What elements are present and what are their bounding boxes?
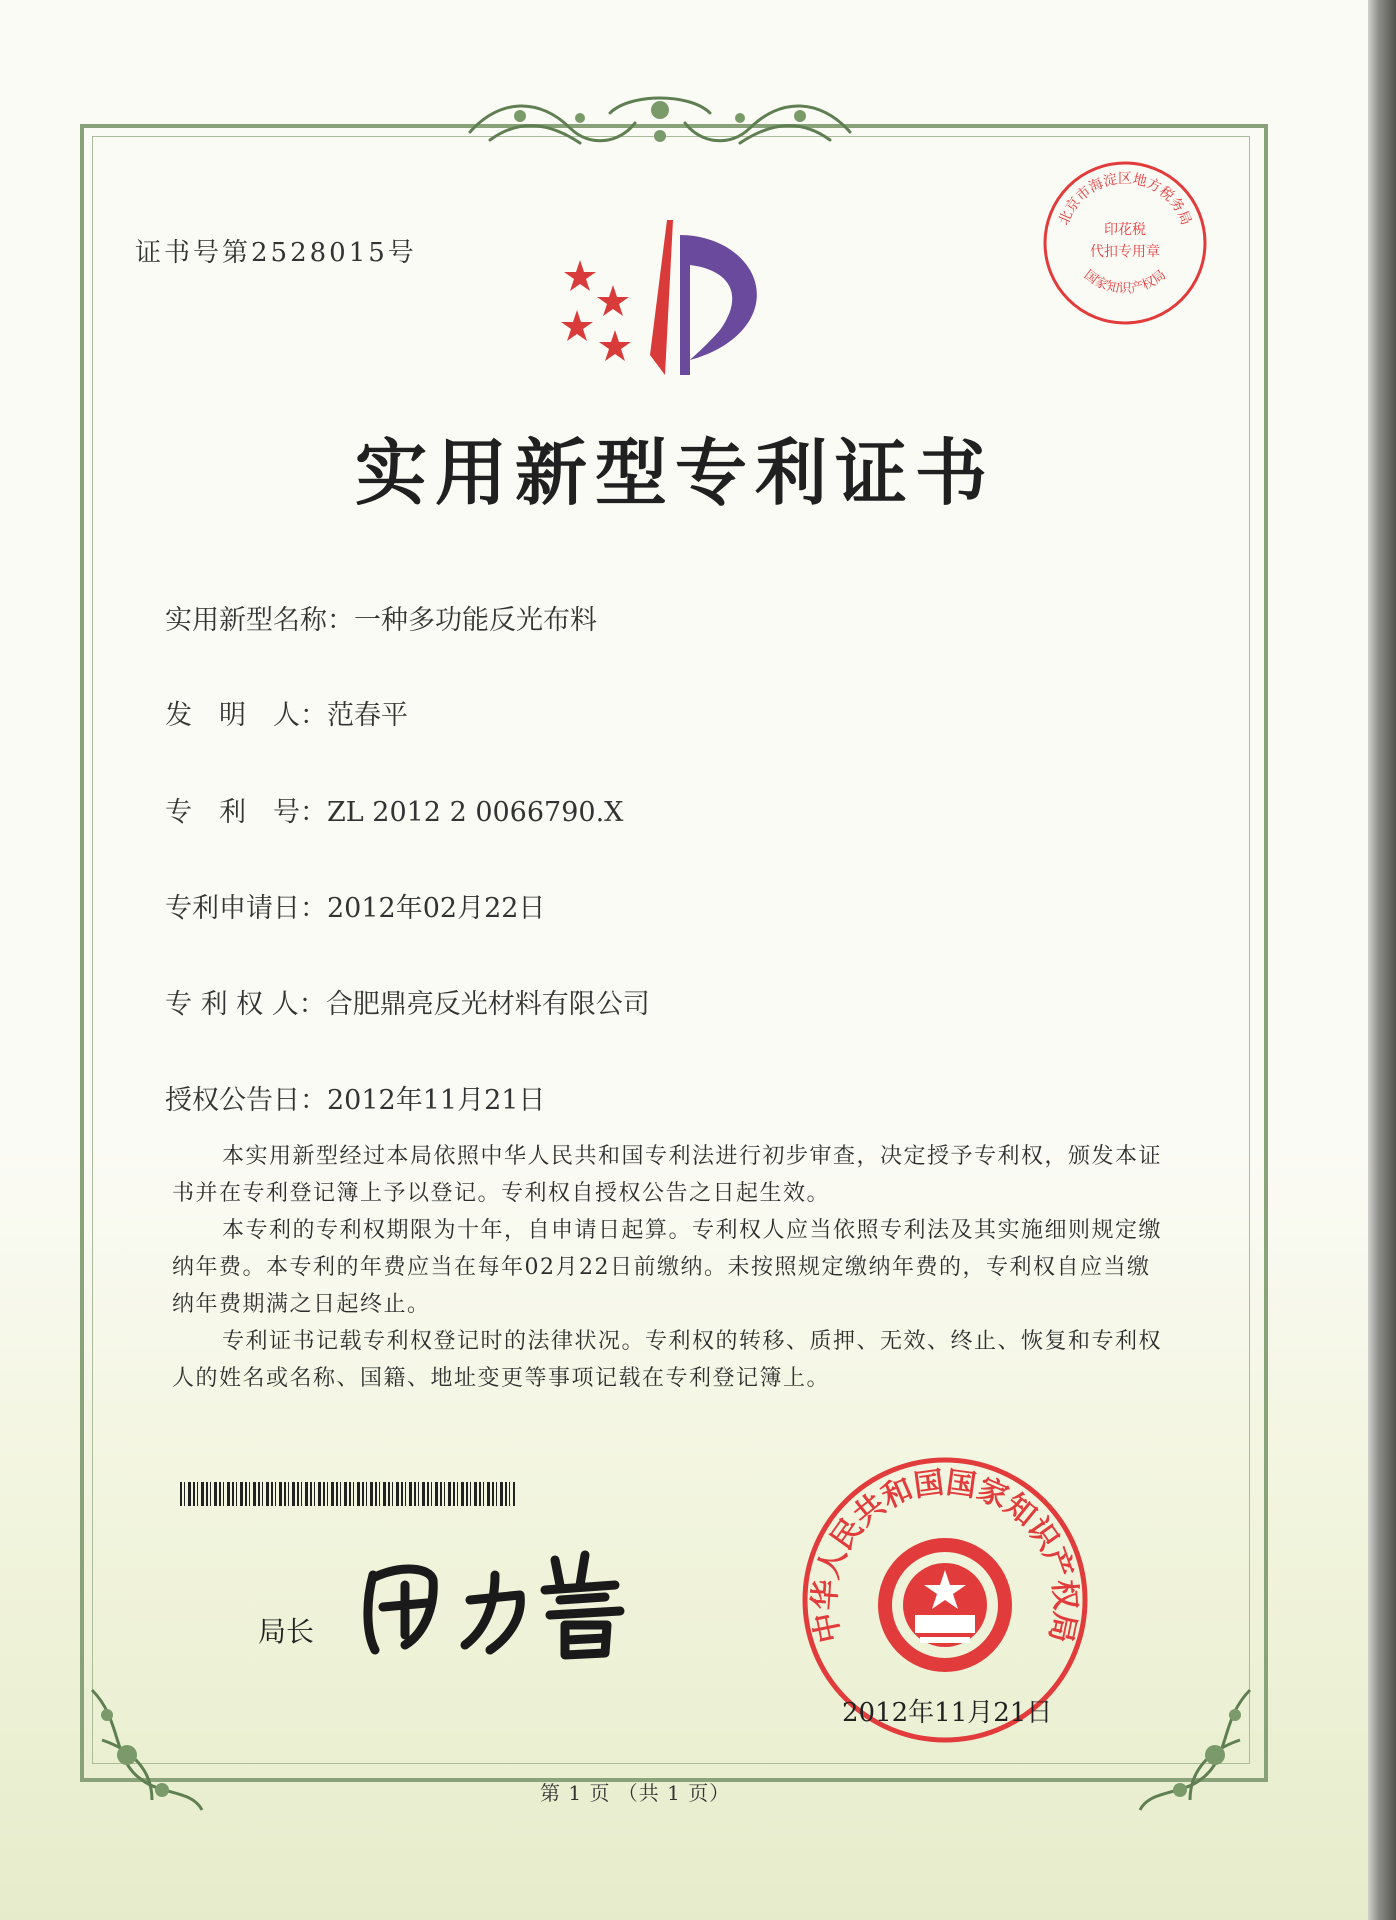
field-application-date [165, 886, 545, 925]
field-value: 2012年02月22日 [327, 893, 546, 924]
barcode [180, 1482, 515, 1506]
director-label: 局长 [258, 1615, 315, 1648]
field-inventor [165, 693, 408, 732]
tax-stamp-center-line1: 印花税 [1104, 222, 1146, 238]
tax-stamp-bottom-text: 国家知识产权局 [1080, 267, 1170, 297]
field-patent-number [165, 790, 623, 829]
tax-stamp-ring-text: 北京市海淀区地方税务局 [1055, 171, 1195, 228]
director-signature [355, 1545, 645, 1665]
body-paragraph: 本专利的专利权期限为十年，自申请日起算。专利权人应当依照专利法及其实施细则规定缴纳年费。本专利的年费应当在每年02月22日前缴纳。未按照规定缴纳年费的，专利权自应当缴纳年费期满之日起终止。 [172, 1218, 1163, 1317]
field-value: 合肥鼎亮反光材料有限公司 [325, 989, 650, 1020]
field-patentee [165, 982, 650, 1021]
certificate-title: 实用新型专利证书 [355, 430, 996, 515]
field-label: 授权公告日： [165, 1085, 327, 1116]
scan-edge [1368, 0, 1396, 1920]
field-utility-model-name [165, 598, 597, 637]
field-value: ZL 2012 2 0066790.X [327, 797, 624, 828]
national-emblem-icon [885, 1545, 1005, 1665]
field-label: 专 利 权 人： [165, 989, 326, 1020]
field-value: 范春平 [327, 700, 408, 731]
page-number: 第 1 页 （共 1 页） [540, 1781, 731, 1805]
body-paragraph: 本实用新型经过本局依照中华人民共和国专利法进行初步审查，决定授予专利权，颁发本证书并在专利登记簿上予以登记。专利权自授权公告之日起生效。 [172, 1144, 1163, 1206]
top-ornament [460, 88, 860, 158]
bottom-left-ornament [82, 1680, 212, 1820]
issue-date: 2012年11月21日 [842, 1698, 1053, 1728]
patent-office-logo-icon [555, 215, 775, 385]
certificate-number: 证书号第2528015号 [135, 238, 417, 268]
svg-text:国家知识产权局 [1081, 268, 1169, 297]
field-label: 专 利 号： [165, 797, 327, 828]
field-value: 一种多功能反光布料 [354, 605, 597, 636]
field-label: 实用新型名称： [165, 605, 354, 636]
bottom-right-ornament [1130, 1680, 1260, 1820]
certificate-body [172, 1138, 1162, 1397]
field-grant-date [165, 1078, 545, 1117]
body-paragraph: 专利证书记载专利权登记时的法律状况。专利权的转移、质押、无效、终止、恢复和专利权人的姓名或名称、国籍、地址变更等事项记载在专利登记簿上。 [172, 1329, 1163, 1391]
field-label: 发 明 人： [165, 700, 327, 731]
official-seal-ring-text: 中华人民共和国国家知识产权局 [807, 1465, 1083, 1646]
tax-stamp-center-line2: 代扣专用章 [1090, 244, 1160, 260]
field-label: 专利申请日： [165, 893, 327, 924]
field-value: 2012年11月21日 [327, 1085, 546, 1116]
tax-stamp [1040, 158, 1210, 328]
